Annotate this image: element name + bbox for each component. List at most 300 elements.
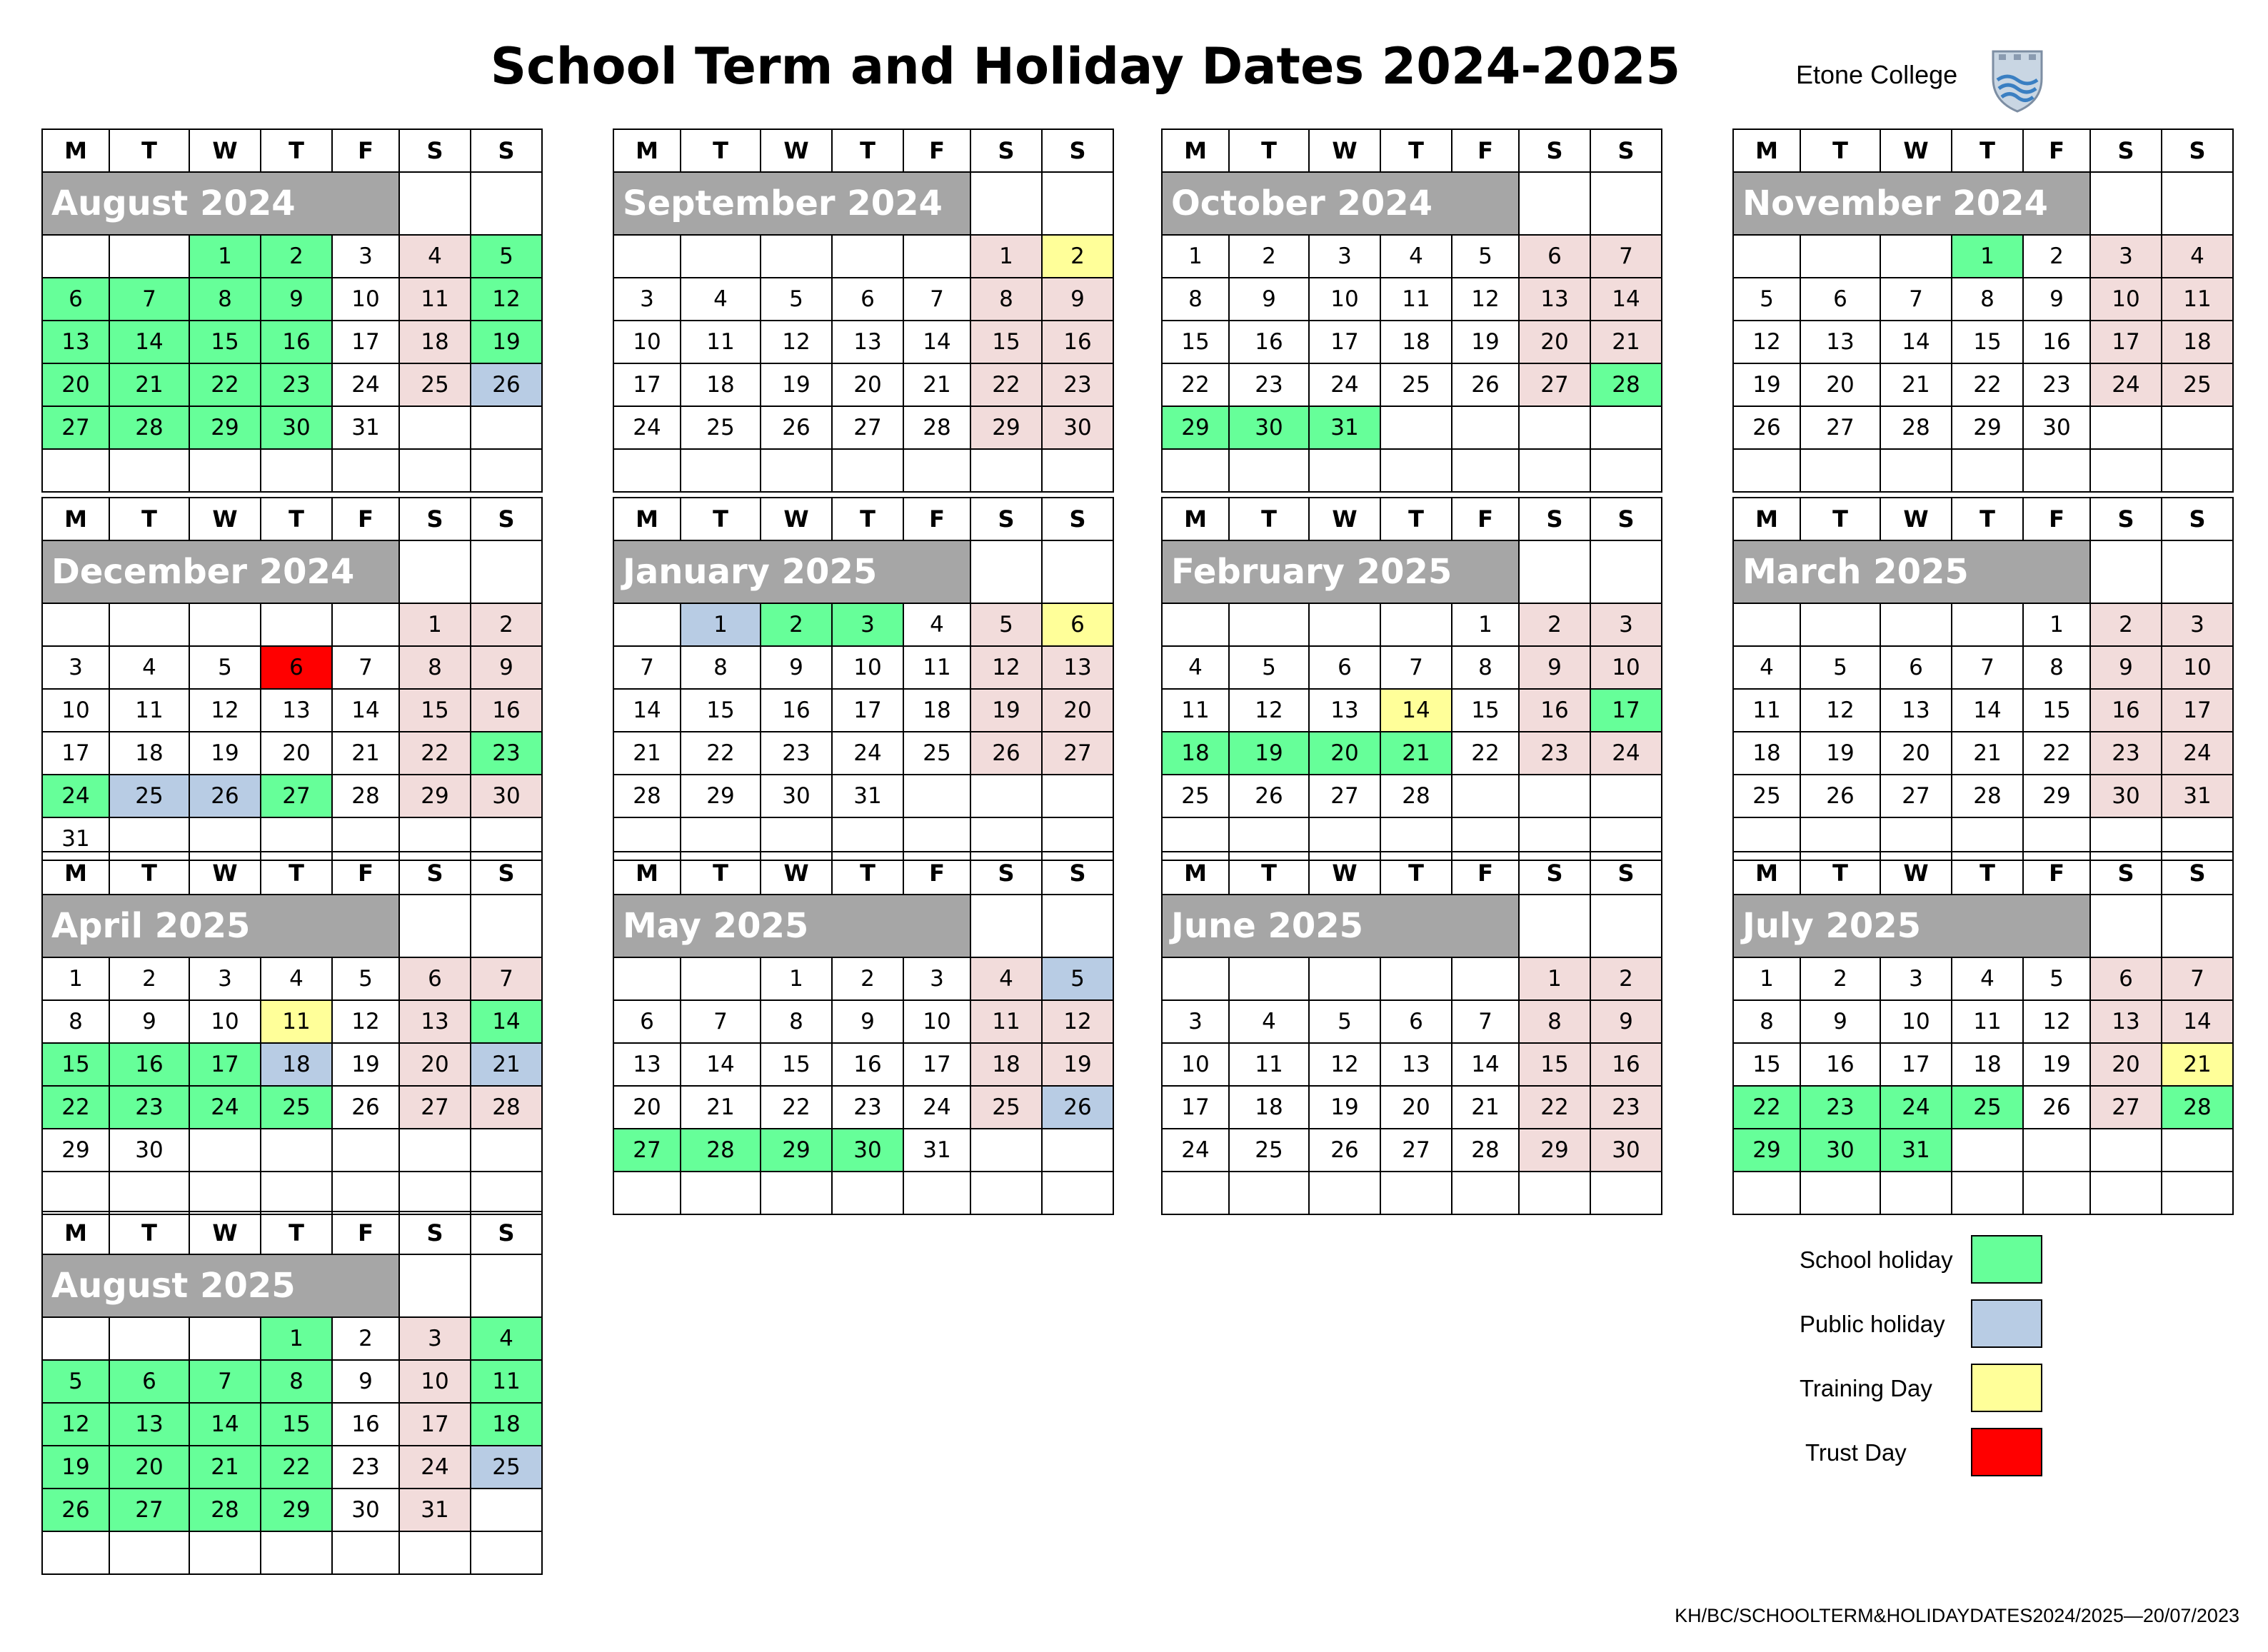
- day-cell: 16: [1042, 321, 1113, 363]
- empty-cell: [1229, 449, 1309, 492]
- day-cell: 27: [2090, 1086, 2162, 1129]
- day-cell: 22: [189, 363, 261, 406]
- empty-cell: [613, 957, 681, 1000]
- weekday-header: S: [970, 852, 1042, 895]
- empty-cell: [189, 603, 261, 646]
- month-calendar: [1161, 497, 1661, 861]
- day-cell: 28: [681, 1129, 761, 1172]
- day-cell: 25: [1733, 775, 1800, 817]
- day-cell: 8: [1519, 1000, 1590, 1043]
- legend-swatch-trust-day: [1971, 1428, 2042, 1476]
- empty-cell: [970, 172, 1042, 235]
- weekday-header: T: [832, 852, 903, 895]
- empty-cell: [471, 1129, 542, 1172]
- empty-cell: [42, 235, 109, 278]
- day-cell: 22: [2023, 732, 2090, 775]
- day-cell: 26: [2023, 1086, 2090, 1129]
- weekday-header: T: [109, 129, 189, 172]
- weekday-header: S: [471, 129, 542, 172]
- day-cell: 2: [1229, 235, 1309, 278]
- day-cell: 13: [2090, 1000, 2162, 1043]
- empty-cell: [1042, 1172, 1113, 1214]
- day-cell: 17: [2162, 689, 2233, 732]
- day-cell: 7: [471, 957, 542, 1000]
- empty-cell: [2023, 449, 2090, 492]
- empty-cell: [681, 1172, 761, 1214]
- month-title: December 2024: [42, 540, 399, 603]
- week-row: [42, 603, 542, 646]
- week-row: [1733, 235, 2233, 278]
- day-cell: 30: [1590, 1129, 1662, 1172]
- day-cell: 28: [613, 775, 681, 817]
- week-row: [1162, 603, 1662, 646]
- day-cell: 15: [1733, 1043, 1800, 1086]
- day-cell: 5: [1309, 1000, 1380, 1043]
- day-cell: 27: [261, 775, 332, 817]
- day-cell: 24: [613, 406, 681, 449]
- day-cell: 15: [1519, 1043, 1590, 1086]
- day-cell: 7: [1380, 646, 1452, 689]
- empty-cell: [2090, 540, 2162, 603]
- day-cell: 11: [970, 1000, 1042, 1043]
- day-cell: 3: [2162, 603, 2233, 646]
- day-cell: 14: [903, 321, 970, 363]
- empty-cell: [399, 895, 471, 957]
- week-row: [613, 957, 1113, 1000]
- day-cell: 22: [761, 1086, 832, 1129]
- weekday-header: M: [1733, 129, 1800, 172]
- day-cell: 19: [1733, 363, 1800, 406]
- day-cell: 12: [1733, 321, 1800, 363]
- day-cell: 31: [1880, 1129, 1952, 1172]
- day-cell: 29: [261, 1489, 332, 1531]
- day-cell: 10: [2162, 646, 2233, 689]
- week-row: [42, 321, 542, 363]
- day-cell: 18: [1733, 732, 1800, 775]
- empty-cell: [1229, 603, 1309, 646]
- month-calendar: [613, 497, 1113, 861]
- day-cell: 6: [109, 1360, 189, 1403]
- day-cell: 2: [2090, 603, 2162, 646]
- weekday-header: S: [1519, 129, 1590, 172]
- day-cell: 16: [109, 1043, 189, 1086]
- day-cell: 30: [2090, 775, 2162, 817]
- day-cell: 10: [1880, 1000, 1952, 1043]
- day-cell: 19: [471, 321, 542, 363]
- day-cell: 23: [832, 1086, 903, 1129]
- month-title: November 2024: [1733, 172, 2090, 235]
- day-cell: 25: [261, 1086, 332, 1129]
- day-cell: 1: [261, 1317, 332, 1360]
- weekday-header: M: [1733, 852, 1800, 895]
- day-cell: 15: [42, 1043, 109, 1086]
- weekday-header: T: [261, 129, 332, 172]
- day-cell: 28: [1590, 363, 1662, 406]
- empty-cell: [332, 603, 399, 646]
- day-cell: 7: [1590, 235, 1662, 278]
- day-cell: 19: [1042, 1043, 1113, 1086]
- day-cell: 9: [832, 1000, 903, 1043]
- day-cell: 27: [1309, 775, 1380, 817]
- empty-cell: [1452, 449, 1519, 492]
- day-cell: 3: [1880, 957, 1952, 1000]
- week-row: [613, 449, 1113, 492]
- day-cell: 20: [613, 1086, 681, 1129]
- week-row: [1162, 363, 1662, 406]
- weekday-header: T: [261, 1212, 332, 1254]
- day-cell: 21: [2162, 1043, 2233, 1086]
- day-cell: 22: [1952, 363, 2023, 406]
- month-title: June 2025: [1162, 895, 1519, 957]
- empty-cell: [189, 1129, 261, 1172]
- day-cell: 19: [2023, 1043, 2090, 1086]
- empty-cell: [1519, 172, 1590, 235]
- day-cell: 1: [1952, 235, 2023, 278]
- day-cell: 2: [1519, 603, 1590, 646]
- empty-cell: [1162, 957, 1229, 1000]
- day-cell: 2: [1590, 957, 1662, 1000]
- day-cell: 8: [1452, 646, 1519, 689]
- empty-cell: [1590, 172, 1662, 235]
- day-cell: 20: [1309, 732, 1380, 775]
- day-cell: 10: [1590, 646, 1662, 689]
- day-cell: 10: [189, 1000, 261, 1043]
- empty-cell: [399, 1531, 471, 1574]
- week-row: [1162, 449, 1662, 492]
- day-cell: 7: [681, 1000, 761, 1043]
- day-cell: 12: [1042, 1000, 1113, 1043]
- day-cell: 1: [761, 957, 832, 1000]
- empty-cell: [471, 1172, 542, 1214]
- empty-cell: [613, 235, 681, 278]
- empty-cell: [261, 1129, 332, 1172]
- empty-cell: [471, 406, 542, 449]
- day-cell: 23: [1800, 1086, 1880, 1129]
- day-cell: 29: [681, 775, 761, 817]
- legend-label: Training Day: [1800, 1375, 1932, 1401]
- empty-cell: [42, 1317, 109, 1360]
- weekday-header: T: [681, 129, 761, 172]
- week-row: [1162, 775, 1662, 817]
- empty-cell: [332, 1129, 399, 1172]
- day-cell: 16: [2023, 321, 2090, 363]
- week-row: [42, 1172, 542, 1214]
- day-cell: 28: [1452, 1129, 1519, 1172]
- day-cell: 20: [399, 1043, 471, 1086]
- week-row: [613, 775, 1113, 817]
- day-cell: 4: [681, 278, 761, 321]
- day-cell: 5: [970, 603, 1042, 646]
- day-cell: 2: [261, 235, 332, 278]
- day-cell: 10: [1309, 278, 1380, 321]
- week-row: [613, 363, 1113, 406]
- day-cell: 12: [1229, 689, 1309, 732]
- day-cell: 15: [399, 689, 471, 732]
- weekday-header: M: [1733, 498, 1800, 540]
- day-cell: 9: [2090, 646, 2162, 689]
- empty-cell: [1880, 1172, 1952, 1214]
- day-cell: 18: [1380, 321, 1452, 363]
- day-cell: 28: [2162, 1086, 2233, 1129]
- day-cell: 29: [761, 1129, 832, 1172]
- day-cell: 5: [761, 278, 832, 321]
- day-cell: 18: [261, 1043, 332, 1086]
- day-cell: 14: [1380, 689, 1452, 732]
- month-title: May 2025: [613, 895, 970, 957]
- empty-cell: [832, 1172, 903, 1214]
- day-cell: 2: [471, 603, 542, 646]
- day-cell: 17: [903, 1043, 970, 1086]
- day-cell: 21: [903, 363, 970, 406]
- day-cell: 6: [832, 278, 903, 321]
- day-cell: 5: [1229, 646, 1309, 689]
- empty-cell: [2162, 172, 2233, 235]
- day-cell: 16: [1590, 1043, 1662, 1086]
- day-cell: 1: [1452, 603, 1519, 646]
- day-cell: 3: [903, 957, 970, 1000]
- empty-cell: [261, 449, 332, 492]
- day-cell: 19: [1229, 732, 1309, 775]
- empty-cell: [2090, 172, 2162, 235]
- week-row: [42, 1129, 542, 1172]
- day-cell: 26: [1452, 363, 1519, 406]
- week-row: [42, 1360, 542, 1403]
- day-cell: 10: [332, 278, 399, 321]
- day-cell: 21: [613, 732, 681, 775]
- empty-cell: [1309, 1172, 1380, 1214]
- day-cell: 27: [109, 1489, 189, 1531]
- day-cell: 14: [471, 1000, 542, 1043]
- weekday-header: T: [1800, 129, 1880, 172]
- empty-cell: [2090, 1129, 2162, 1172]
- day-cell: 11: [109, 689, 189, 732]
- day-cell: 28: [109, 406, 189, 449]
- empty-cell: [1733, 1172, 1800, 1214]
- empty-cell: [970, 1129, 1042, 1172]
- empty-cell: [2090, 449, 2162, 492]
- empty-cell: [332, 1172, 399, 1214]
- weekday-header: S: [1590, 498, 1662, 540]
- day-cell: 8: [399, 646, 471, 689]
- day-cell: 24: [189, 1086, 261, 1129]
- weekday-header: F: [1452, 852, 1519, 895]
- week-row: [1733, 646, 2233, 689]
- day-cell: 26: [761, 406, 832, 449]
- day-cell: 12: [42, 1403, 109, 1446]
- week-row: [613, 235, 1113, 278]
- empty-cell: [1952, 603, 2023, 646]
- day-cell: 29: [2023, 775, 2090, 817]
- week-row: [42, 775, 542, 817]
- day-cell: 26: [970, 732, 1042, 775]
- day-cell: 4: [1162, 646, 1229, 689]
- week-row: [1733, 1043, 2233, 1086]
- day-cell: 2: [332, 1317, 399, 1360]
- month-calendar: [41, 1211, 541, 1575]
- day-cell: 7: [2162, 957, 2233, 1000]
- day-cell: 24: [42, 775, 109, 817]
- weekday-header: W: [761, 129, 832, 172]
- day-cell: 31: [42, 817, 109, 860]
- month-calendar: [1161, 129, 1661, 493]
- day-cell: 21: [681, 1086, 761, 1129]
- day-cell: 31: [399, 1489, 471, 1531]
- day-cell: 15: [261, 1403, 332, 1446]
- week-row: [1162, 1129, 1662, 1172]
- day-cell: 30: [332, 1489, 399, 1531]
- day-cell: 13: [109, 1403, 189, 1446]
- empty-cell: [1309, 449, 1380, 492]
- day-cell: 11: [471, 1360, 542, 1403]
- month-calendar: [613, 129, 1113, 493]
- empty-cell: [189, 449, 261, 492]
- weekday-header: F: [903, 129, 970, 172]
- day-cell: 7: [189, 1360, 261, 1403]
- day-cell: 16: [1800, 1043, 1880, 1086]
- day-cell: 14: [109, 321, 189, 363]
- week-row: [1162, 1000, 1662, 1043]
- day-cell: 5: [42, 1360, 109, 1403]
- day-cell: 30: [471, 775, 542, 817]
- week-row: [613, 732, 1113, 775]
- week-row: [1162, 321, 1662, 363]
- week-row: [613, 278, 1113, 321]
- day-cell: 20: [1042, 689, 1113, 732]
- day-cell: 5: [1733, 278, 1800, 321]
- empty-cell: [1380, 603, 1452, 646]
- day-cell: 8: [1952, 278, 2023, 321]
- week-row: [1733, 1129, 2233, 1172]
- day-cell: 21: [1880, 363, 1952, 406]
- weekday-header: T: [1800, 498, 1880, 540]
- empty-cell: [399, 1172, 471, 1214]
- day-cell: 8: [681, 646, 761, 689]
- day-cell: 29: [1733, 1129, 1800, 1172]
- week-row: [613, 1172, 1113, 1214]
- day-cell: 27: [1042, 732, 1113, 775]
- empty-cell: [2090, 895, 2162, 957]
- legend-label: Trust Day: [1805, 1439, 1907, 1466]
- weekday-header: T: [261, 852, 332, 895]
- legend-label: Public holiday: [1800, 1311, 1945, 1337]
- weekday-header: S: [2090, 852, 2162, 895]
- weekday-header: S: [399, 129, 471, 172]
- day-cell: 13: [1042, 646, 1113, 689]
- day-cell: 22: [970, 363, 1042, 406]
- day-cell: 27: [1519, 363, 1590, 406]
- day-cell: 9: [471, 646, 542, 689]
- day-cell: 4: [399, 235, 471, 278]
- weekday-header: W: [1880, 498, 1952, 540]
- day-cell: 8: [1162, 278, 1229, 321]
- empty-cell: [970, 1172, 1042, 1214]
- day-cell: 24: [1590, 732, 1662, 775]
- day-cell: 26: [189, 775, 261, 817]
- weekday-header: F: [332, 852, 399, 895]
- day-cell: 16: [832, 1043, 903, 1086]
- week-row: [42, 732, 542, 775]
- day-cell: 25: [109, 775, 189, 817]
- week-row: [42, 1446, 542, 1489]
- day-cell: 26: [332, 1086, 399, 1129]
- day-cell: 9: [1590, 1000, 1662, 1043]
- day-cell: 21: [1590, 321, 1662, 363]
- month-calendar: [1732, 497, 2232, 861]
- day-cell: 13: [1309, 689, 1380, 732]
- empty-cell: [2023, 1129, 2090, 1172]
- day-cell: 20: [1519, 321, 1590, 363]
- empty-cell: [1042, 172, 1113, 235]
- empty-cell: [1590, 1172, 1662, 1214]
- day-cell: 26: [42, 1489, 109, 1531]
- empty-cell: [1380, 1172, 1452, 1214]
- day-cell: 1: [42, 957, 109, 1000]
- empty-cell: [1042, 1129, 1113, 1172]
- empty-cell: [42, 1172, 109, 1214]
- day-cell: 15: [761, 1043, 832, 1086]
- day-cell: 14: [2162, 1000, 2233, 1043]
- weekday-header: T: [109, 1212, 189, 1254]
- day-cell: 15: [189, 321, 261, 363]
- page-title: School Term and Holiday Dates 2024-2025: [490, 37, 1681, 96]
- week-row: [613, 321, 1113, 363]
- day-cell: 17: [1309, 321, 1380, 363]
- day-cell: 5: [332, 957, 399, 1000]
- day-cell: 22: [681, 732, 761, 775]
- day-cell: 19: [42, 1446, 109, 1489]
- empty-cell: [471, 449, 542, 492]
- day-cell: 17: [42, 732, 109, 775]
- empty-cell: [761, 449, 832, 492]
- weekday-header: S: [1590, 852, 1662, 895]
- week-row: [1733, 449, 2233, 492]
- day-cell: 4: [261, 957, 332, 1000]
- empty-cell: [109, 603, 189, 646]
- legend-item: [1800, 1234, 2042, 1298]
- day-cell: 18: [1162, 732, 1229, 775]
- day-cell: 1: [399, 603, 471, 646]
- empty-cell: [1800, 235, 1880, 278]
- empty-cell: [903, 775, 970, 817]
- day-cell: 12: [332, 1000, 399, 1043]
- week-row: [42, 689, 542, 732]
- day-cell: 26: [1800, 775, 1880, 817]
- weekday-header: S: [970, 129, 1042, 172]
- day-cell: 3: [2090, 235, 2162, 278]
- day-cell: 9: [1519, 646, 1590, 689]
- day-cell: 18: [970, 1043, 1042, 1086]
- empty-cell: [109, 1531, 189, 1574]
- day-cell: 14: [332, 689, 399, 732]
- day-cell: 21: [1452, 1086, 1519, 1129]
- weekday-header: S: [970, 498, 1042, 540]
- empty-cell: [903, 1172, 970, 1214]
- month-title: February 2025: [1162, 540, 1519, 603]
- empty-cell: [42, 449, 109, 492]
- week-row: [613, 646, 1113, 689]
- weekday-header: M: [613, 852, 681, 895]
- weekday-header: W: [189, 498, 261, 540]
- empty-cell: [1042, 895, 1113, 957]
- day-cell: 4: [903, 603, 970, 646]
- day-cell: 7: [1952, 646, 2023, 689]
- week-row: [1162, 689, 1662, 732]
- week-row: [1162, 646, 1662, 689]
- weekday-header: T: [1380, 852, 1452, 895]
- day-cell: 27: [42, 406, 109, 449]
- day-cell: 5: [189, 646, 261, 689]
- weekday-header: S: [1042, 498, 1113, 540]
